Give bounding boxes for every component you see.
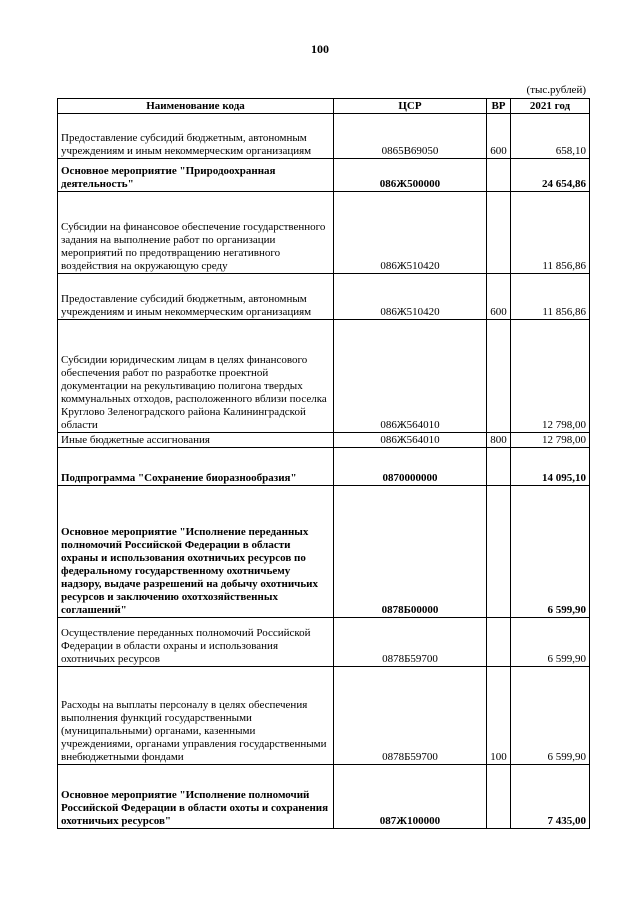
budget-table [57, 98, 590, 829]
row-name: Субсидии юридическим лицам в целях финансового обеспечения работ по разработке проектной документации на рекультивацию полигона твердых коммунальных отходов, расположенного вблизи поселка Круглово Зеленоградского района Калининградской области [58, 320, 334, 433]
row-vr [487, 765, 511, 829]
row-csr: 086Ж510420 [334, 192, 487, 274]
row-amount: 11 856,86 [511, 274, 590, 320]
row-amount: 6 599,90 [511, 486, 590, 618]
table-header-row [58, 99, 590, 114]
row-name: Расходы на выплаты персоналу в целях обеспечения выполнения функций государственными (муниципальными) органами, казенными учреждениями, органами управления государственными внебюджетными фондами [58, 667, 334, 765]
row-csr: 0878Б59700 [334, 618, 487, 667]
units-label: (тыс.рублей) [526, 84, 586, 96]
row-csr: 087Ж100000 [334, 765, 487, 829]
row-name: Субсидии на финансовое обеспечение государственного задания на выполнение работ по организации мероприятий по предотвращению негативного воздействия на окружающую среду [58, 192, 334, 274]
header-name: Наименование кода [58, 99, 334, 114]
header-year: 2021 год [511, 99, 590, 114]
table-row [58, 433, 590, 448]
header-csr: ЦСР [334, 99, 487, 114]
row-csr: 0878Б59700 [334, 667, 487, 765]
row-vr [487, 192, 511, 274]
row-amount: 12 798,00 [511, 320, 590, 433]
table-row [58, 159, 590, 192]
row-name: Осуществление переданных полномочий Российской Федерации в области охраны и использования охотничьих ресурсов [58, 618, 334, 667]
row-amount: 14 095,10 [511, 448, 590, 486]
table-row [58, 192, 590, 274]
row-amount: 6 599,90 [511, 667, 590, 765]
table-row [58, 618, 590, 667]
row-vr [487, 320, 511, 433]
row-name: Предоставление субсидий бюджетным, автономным учреждениям и иным некоммерческим организациям [58, 114, 334, 159]
row-vr [487, 159, 511, 192]
row-csr: 086Ж510420 [334, 274, 487, 320]
row-vr: 600 [487, 274, 511, 320]
row-vr: 800 [487, 433, 511, 448]
header-vr: ВР [487, 99, 511, 114]
row-csr: 0865В69050 [334, 114, 487, 159]
row-amount: 24 654,86 [511, 159, 590, 192]
row-vr: 600 [487, 114, 511, 159]
row-csr: 086Ж500000 [334, 159, 487, 192]
table-row [58, 274, 590, 320]
row-csr: 0878Б00000 [334, 486, 487, 618]
row-name: Основное мероприятие "Исполнение полномочий Российской Федерации в области охоты и сохранения охотничьих ресурсов" [58, 765, 334, 829]
row-amount: 658,10 [511, 114, 590, 159]
row-vr [487, 486, 511, 618]
table-row [58, 320, 590, 433]
row-csr: 0870000000 [334, 448, 487, 486]
row-amount: 6 599,90 [511, 618, 590, 667]
row-name: Иные бюджетные ассигнования [58, 433, 334, 448]
row-vr [487, 618, 511, 667]
row-csr: 086Ж564010 [334, 433, 487, 448]
row-name: Основное мероприятие "Исполнение переданных полномочий Российской Федерации в области охраны и использования охотничьих ресурсов по федеральному государственному охотничьему надзору, выдаче разрешений на добычу охотничьих ресурсов и заключению охотхозяйственных соглашений" [58, 486, 334, 618]
row-amount: 11 856,86 [511, 192, 590, 274]
table-row [58, 114, 590, 159]
table-row [58, 765, 590, 829]
row-name: Основное мероприятие "Природоохранная деятельность" [58, 159, 334, 192]
table-row [58, 448, 590, 486]
table-row [58, 667, 590, 765]
row-name: Предоставление субсидий бюджетным, автономным учреждениям и иным некоммерческим организациям [58, 274, 334, 320]
row-csr: 086Ж564010 [334, 320, 487, 433]
page-number: 100 [311, 42, 329, 56]
row-name: Подпрограмма "Сохранение биоразнообразия" [58, 448, 334, 486]
row-vr: 100 [487, 667, 511, 765]
row-amount: 12 798,00 [511, 433, 590, 448]
table-row [58, 486, 590, 618]
row-vr [487, 448, 511, 486]
row-amount: 7 435,00 [511, 765, 590, 829]
